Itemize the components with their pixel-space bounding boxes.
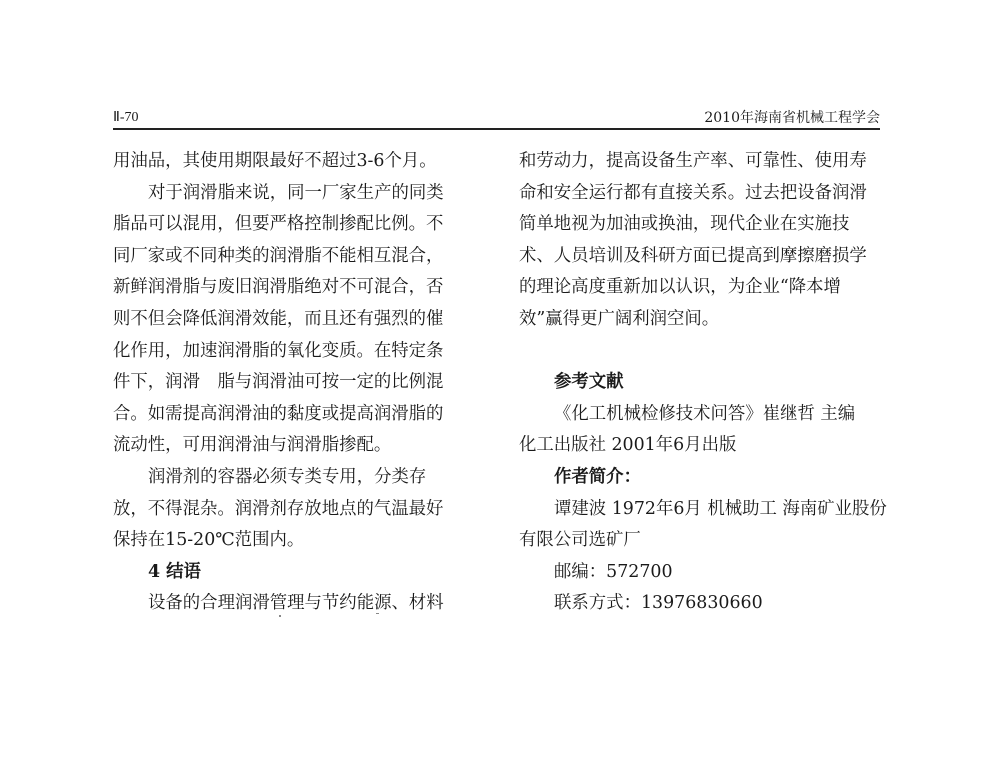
paragraph-line: 简单地视为加油或换油，现代企业在实施技 bbox=[519, 214, 850, 235]
paragraph-line: 同厂家或不同种类的润滑脂不能相互混合， bbox=[113, 245, 444, 266]
paragraph-line: 和劳动力，提高设备生产率、可靠性、使用寿 bbox=[519, 151, 867, 171]
paragraph-line: 命和安全运行都有直接关系。过去把设备润滑 bbox=[519, 182, 867, 203]
paragraph-line: 用油品，其使用期限最好不超过3-6个月。 bbox=[113, 151, 437, 171]
paragraph-line: 术、人员培训及科研方面已提高到摩擦磨损学 bbox=[519, 245, 867, 266]
left-column bbox=[113, 146, 471, 620]
scan-speck bbox=[279, 615, 281, 617]
running-header bbox=[113, 108, 880, 130]
contact-line: 联系方式：13976830660 bbox=[554, 593, 763, 614]
reference-line: 《化工机械检修技术问答》崔继哲 主编 bbox=[554, 403, 856, 424]
author-heading: 作者简介： bbox=[554, 466, 641, 487]
paragraph-line: 对于润滑脂来说，同一厂家生产的同类 bbox=[148, 182, 444, 203]
scan-speck bbox=[376, 613, 379, 614]
spacer bbox=[519, 336, 877, 368]
paragraph-line: 效”赢得更广阔利润空间。 bbox=[519, 308, 720, 329]
journal-title: 2010年海南省机械工程学会 bbox=[698, 108, 880, 128]
reference-line: 化工出版社 2001年6月出版 bbox=[519, 435, 737, 456]
paragraph-line: 件下，润滑 脂与润滑油可按一定的比例混 bbox=[113, 372, 444, 393]
author-line: 谭建波 1972年6月 机械助工 海南矿业股份 bbox=[554, 498, 887, 519]
paragraph-line: 放，不得混杂。润滑剂存放地点的气温最好 bbox=[113, 498, 444, 519]
author-line: 有限公司选矿厂 bbox=[519, 530, 641, 551]
section-heading-conclusion: 4 结语 bbox=[148, 561, 201, 582]
header-rule bbox=[113, 128, 880, 130]
paragraph-line: 合。如需提高润滑油的黏度或提高润滑脂的 bbox=[113, 403, 444, 424]
paragraph-line: 保持在15-20℃范围内。 bbox=[113, 530, 305, 551]
paragraph-line: 新鲜润滑脂与废旧润滑脂绝对不可混合，否 bbox=[113, 277, 444, 298]
paragraph-line: 润滑剂的容器必须专类专用，分类存 bbox=[148, 466, 427, 487]
page-number: Ⅱ-70 bbox=[113, 108, 145, 128]
paragraph-line: 的理论高度重新加以认识，为企业“降本增 bbox=[519, 277, 841, 298]
paragraph-line: 化作用，加速润滑脂的氧化变质。在特定条 bbox=[113, 340, 444, 361]
paragraph-line: 脂品可以混用，但要严格控制掺配比例。不 bbox=[113, 214, 444, 235]
paragraph-line: 设备的合理润滑管理与节约能源、材料 bbox=[148, 593, 444, 614]
right-column bbox=[519, 146, 887, 620]
references-heading: 参考文献 bbox=[554, 372, 624, 393]
paragraph-line: 则不但会降低润滑效能，而且还有强烈的催 bbox=[113, 308, 444, 329]
paragraph-line: 流动性，可用润滑油与润滑脂掺配。 bbox=[113, 435, 392, 456]
postcode-line: 邮编：572700 bbox=[554, 561, 673, 582]
